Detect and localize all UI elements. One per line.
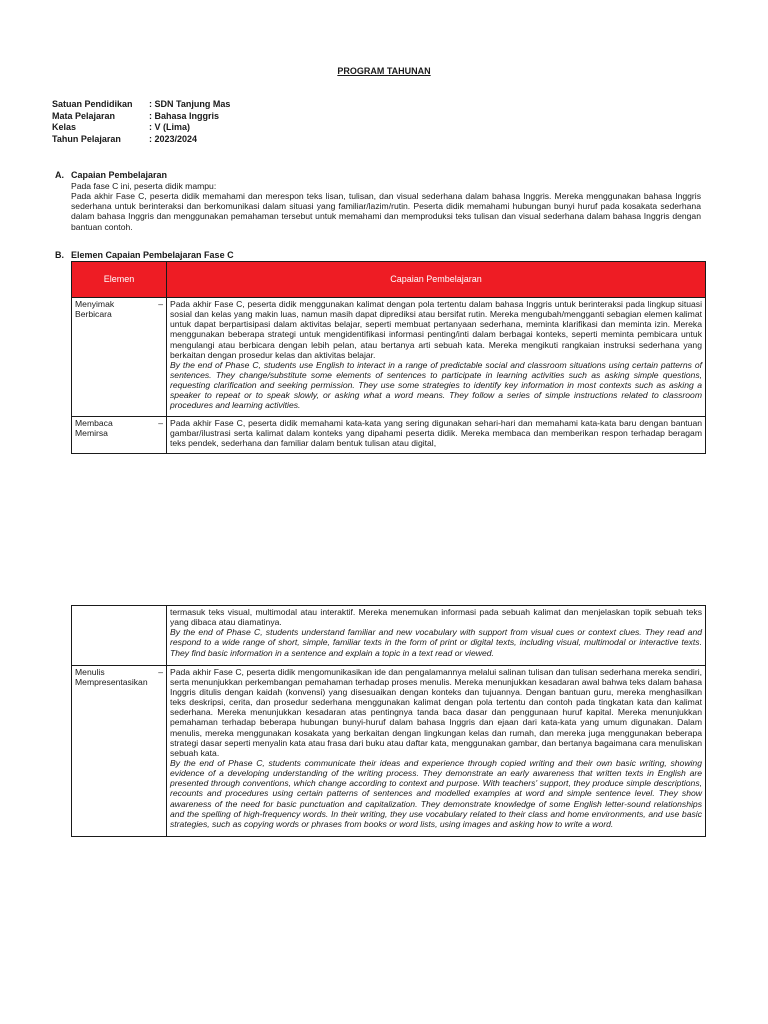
section-a-intro: Pada fase C ini, peserta didik mampu: xyxy=(71,181,217,191)
info-row-mapel xyxy=(52,111,230,123)
elemen-name-right: Mempresentasikan xyxy=(75,676,148,687)
table-row xyxy=(72,606,706,666)
section-title: Elemen Capaian Pembelajaran Fase C xyxy=(71,250,234,260)
elemen-name-right: Berbicara xyxy=(75,309,112,320)
info-row-kelas xyxy=(52,122,230,134)
capaian-cell xyxy=(167,665,706,836)
elemen-name-right: Memirsa xyxy=(75,427,108,438)
header-elemen: Elemen xyxy=(72,262,167,298)
table-row xyxy=(72,665,706,836)
capaian-en-text: By the end of Phase C, students use English to interact in a range of predictable social and classroom situations using certain patterns of sentences. They change/substitute some elements of sentences to participate in learning activities such as asking simple questions, requesting clarification and seeking permission. They use some strategies to identify key information in most contexts such as asking a speaker to repeat or to speak slowly, or asking what a word means. They follow a series of simple instructions related to classroom procedures and learning activities. xyxy=(170,359,702,411)
section-title: Capaian Pembelajaran xyxy=(71,170,168,180)
table-row xyxy=(72,416,706,453)
section-a-body xyxy=(71,181,701,232)
info-key: Mata Pelajaran xyxy=(52,110,116,121)
capaian-id-text: Pada akhir Fase C, peserta didik menggunakan kalimat dengan pola tertentu dalam bahasa Inggris untuk berinteraksi pada lingkup situasi sosial dan kelas yang makin luas, namun masih dapat diprediksi atau bersifat rutin. Mereka mengubah/mengganti sebagian elemen kalimat untuk dapat berpartisipasi dalam aktivitas belajar, seperti membuat pertanyaan sederhana, meminta klarifikasi dan meminta izin. Mereka menggunakan beberapa strategi untuk mengidentifikasi informasi penting/inti dalam berbagai konteks, seperti meminta pembicara untuk mengulangi atau berbicara dengan lebih pelan, atau bertanya arti sebuah kata. Mereka mengikuti rangkaian instruksi sederhana yang berkaitan dengan prosedur kelas dan aktivitas belajar. xyxy=(170,299,702,360)
info-value: : 2023/2024 xyxy=(149,133,198,144)
elemen-cell xyxy=(72,416,167,453)
info-key: Satuan Pendidikan xyxy=(52,99,133,109)
info-value: : SDN Tanjung Mas xyxy=(149,99,231,109)
capaian-id-text-continued: termasuk teks visual, multimodal atau interaktif. Mereka menemukan informasi pada sebuah kalimat dan menjelaskan topik sebuah teks yang dibaca atau diamatinya. xyxy=(170,607,702,628)
info-row-tahun xyxy=(52,134,230,146)
elemen-cell xyxy=(72,298,167,417)
info-key: Tahun Pelajaran xyxy=(52,133,121,144)
section-b-heading xyxy=(55,250,234,261)
elemen-table-page-1 xyxy=(71,261,706,454)
capaian-cell xyxy=(167,416,706,453)
elemen-name-dash: – xyxy=(158,417,163,428)
capaian-id-text: Pada akhir Fase C, peserta didik memahami kata-kata yang sering digunakan sehari-hari dan memahami kata-kata baru dengan bantuan gambar/ilustrasi serta kalimat dalam konteks yang dipahami peserta didik. Mereka membaca dan memberikan respon terhadap beragam teks pendek, sederhana dan familiar dalam bentuk tulisan atau digital, xyxy=(170,417,702,448)
elemen-name-dash: – xyxy=(158,666,163,677)
elemen-name-left: Membaca xyxy=(75,417,113,428)
capaian-cell xyxy=(167,298,706,417)
capaian-id-text: Pada akhir Fase C, peserta didik mengomunikasikan ide dan pengalamannya melalui salinan tulisan dan tulisan sederhana mereka sendiri, serta menunjukkan perkembangan pemahaman terhadap proses menulis. Mereka menunjukkan kesadaran awal bahwa teks dalam bahasa Inggris ditulis dengan kaidah (konvensi) yang disesuaikan dengan konteks dan tujuannya. Dengan bantuan guru, mereka menghasilkan teks deskripsi, cerita, dan prosedur sederhana menggunakan kalimat dengan pola tertentu dan contoh pada tingkatan kata dan kalimat sederhana. Mereka menunjukkan kesadaran atas pentingnya tanda baca dasar dan penggunaan huruf kapital. Mereka menunjukkan pemahaman terhadap beberapa hubungan bunyi-huruf dalam bahasa Inggris dan ejaan dari kata-kata yang umum digunakan. Dalam menulis, mereka menggunakan kosakata yang berkaitan dengan lingkungan kelas dan rumah, dan mereka juga menggunakan beberapa strategi dasar seperti menyalin kata atau frasa dari buku atau daftar kata, menggunakan gambar, dan bertanya bagaimana cara menuliskan sebuah kata. xyxy=(170,666,702,758)
info-value: : Bahasa Inggris xyxy=(149,110,220,121)
capaian-en-text: By the end of Phase C, students understand familiar and new vocabulary with support from visual cues or context clues. They read and respond to a wide range of short, simple, familiar texts in the form of print or digital texts, including visual, multimodal or interactive texts. They find basic information in a sentence and explain a topic in a text read or viewed. xyxy=(170,627,702,658)
elemen-name-left: Menyimak xyxy=(75,299,115,309)
section-letter: A. xyxy=(55,170,64,180)
elemen-table-page-2 xyxy=(71,605,706,837)
elemen-cell-continued xyxy=(72,606,167,666)
table-header-row xyxy=(72,262,706,298)
header-capaian: Capaian Pembelajaran xyxy=(167,262,706,298)
elemen-name xyxy=(75,667,163,677)
section-letter: B. xyxy=(55,250,64,260)
info-key: Kelas xyxy=(52,122,77,133)
info-row-satuan xyxy=(52,99,230,111)
section-a-paragraph: Pada akhir Fase C, peserta didik memahami dan merespon teks lisan, tulisan, dan visual sederhana dalam bahasa Inggris. Mereka menggunakan bahasa Inggris sederhana untuk berinteraksi dan berkomunikasi dalam situasi yang familiar/lazim/rutin. Peserta didik memahami hubungan bunyi huruf pada kosakata sederhana dalam bahasa Inggris dan menggunakan pemahaman tersebut untuk memahami dan memproduksi teks tulisan dan visual sederhana dalam bahasa Inggris dengan bantuan contoh. xyxy=(71,191,701,232)
section-a-heading xyxy=(55,170,167,181)
elemen-name-left: Menulis xyxy=(75,666,105,677)
capaian-en-text: By the end of Phase C, students communicate their ideas and experience through copied writing and their own basic writing, showing evidence of a developing understanding of the writing process. They demonstrate an early awareness that written texts in English are presented through conventions, which change according to context and purpose. With teachers' support, they produce simple descriptions, recounts and procedures using certain patterns of sentences and modelled examples at word and simple sentence level. They show awareness of the need for basic punctuation and capitalization. They demonstrate knowledge of some English letter-sound relationships and the spelling of high-frequency words. In their writing, they use vocabulary related to their class and home environments, and use basic strategies, such as copying words or phrases from books or word lists, using images and asking how to write a word. xyxy=(170,757,702,829)
table-row xyxy=(72,298,706,417)
capaian-cell xyxy=(167,606,706,666)
elemen-name xyxy=(75,299,163,309)
elemen-name-dash: – xyxy=(158,299,163,309)
document-info xyxy=(52,99,230,145)
document-title: PROGRAM TAHUNAN xyxy=(337,66,431,76)
info-value: : V (Lima) xyxy=(149,122,191,133)
elemen-cell xyxy=(72,665,167,836)
elemen-name xyxy=(75,418,163,428)
